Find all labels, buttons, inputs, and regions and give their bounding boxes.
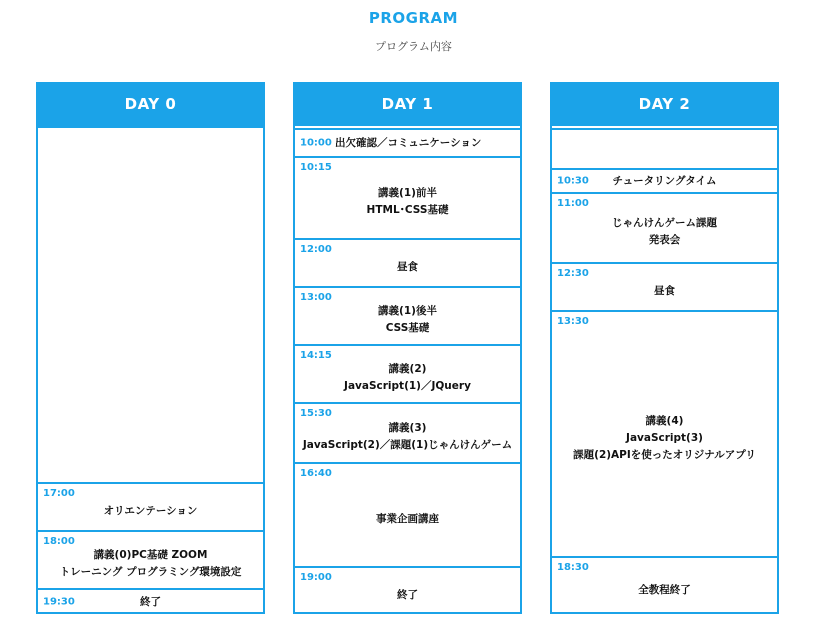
schedule-slot	[552, 556, 777, 614]
day-column-0	[36, 82, 265, 614]
schedule-slot	[295, 566, 520, 614]
slot-activity-line: チュータリングタイム	[612, 174, 717, 187]
slot-time: 10:00	[300, 137, 332, 149]
schedule-slot	[552, 128, 777, 168]
slot-activity	[393, 587, 422, 604]
schedule-slot	[552, 168, 777, 192]
slot-activity-line: 昼食	[654, 284, 675, 297]
schedule-slot	[295, 286, 520, 344]
day-column-1	[293, 82, 522, 614]
slot-activity-line: JavaScript(2)／課題(1)じゃんけんゲーム	[302, 439, 513, 451]
slot-time: 10:15	[300, 162, 332, 173]
slot-time: 11:00	[557, 198, 589, 209]
day-header: DAY 0	[36, 82, 265, 126]
page-title: PROGRAM	[368, 9, 459, 27]
slot-time: 16:40	[300, 468, 332, 479]
schedule-slot	[295, 462, 520, 566]
schedule-slot	[38, 588, 263, 614]
slot-activity	[608, 215, 721, 249]
schedule-slot	[38, 530, 263, 588]
slot-activity-line: 講義(4)	[645, 414, 684, 427]
slot-activity-line: 全教程終了	[638, 583, 691, 596]
slot-time: 15:30	[300, 408, 332, 419]
slot-activity-line: 講義(3)	[388, 422, 427, 434]
slot-activity	[136, 594, 165, 611]
slot-time: 18:30	[557, 562, 589, 573]
schedule-slot	[295, 128, 520, 156]
slot-time: 13:30	[557, 316, 589, 327]
schedule-slot	[38, 126, 263, 482]
slot-activity-line: JavaScript(3)	[626, 431, 703, 444]
slot-activity-line: 事業企画講座	[376, 512, 439, 525]
schedule-slot	[295, 344, 520, 402]
slot-activity-line: 出欠確認／コミュニケーション	[335, 136, 482, 149]
day-header: DAY 2	[550, 82, 779, 126]
slot-time: 12:00	[300, 244, 332, 255]
slot-activity-line: 終了	[140, 595, 161, 608]
slot-activity-line: じゃんけんゲーム課題	[612, 217, 717, 229]
slot-activity-line: オリエンテーション	[103, 504, 198, 517]
slot-time: 19:00	[300, 572, 332, 583]
schedule-slot	[552, 310, 777, 556]
slot-activity-line: 課題(2)APIを使ったオリジナルアプリ	[573, 448, 756, 461]
schedule-slot	[552, 262, 777, 310]
slot-time: 12:30	[557, 268, 589, 279]
schedule-slot	[295, 238, 520, 286]
slot-activity-line: 講義(0)PC基礎 ZOOM	[93, 549, 208, 561]
slot-activity	[650, 283, 679, 300]
slot-activity	[299, 420, 516, 454]
page-subtitle: プログラム内容	[375, 40, 452, 53]
slot-activity-line: 昼食	[397, 260, 418, 273]
slot-activity-line: HTML･CSS基礎	[366, 204, 449, 216]
slot-activity-line: 講義(2)	[388, 363, 427, 375]
slot-time: 13:00	[300, 292, 332, 303]
slot-activity	[393, 259, 422, 276]
schedule-slot	[552, 192, 777, 262]
slot-time: 18:00	[43, 536, 75, 547]
slot-activity-line: 講義(1)後半	[378, 305, 437, 317]
slot-time: 19:30	[43, 596, 75, 608]
slot-activity	[608, 173, 720, 190]
schedule-slot	[295, 156, 520, 238]
slot-activity	[374, 303, 441, 337]
slot-activity-line: トレーニング プログラミング環境設定	[59, 566, 242, 578]
slot-activity	[634, 582, 695, 599]
slot-activity	[372, 511, 443, 528]
slot-activity	[363, 185, 453, 219]
day-column-2	[550, 82, 779, 614]
slot-activity-line: CSS基礎	[385, 322, 430, 334]
slot-activity-line: 終了	[397, 588, 418, 601]
slot-activity-line: JavaScript(1)／JQuery	[344, 380, 471, 392]
slot-activity	[56, 547, 246, 581]
slot-time: 17:00	[43, 488, 75, 499]
schedule-slot	[295, 402, 520, 462]
day-header: DAY 1	[293, 82, 522, 126]
slot-activity-line: 発表会	[648, 234, 681, 246]
slot-activity-line: 講義(1)前半	[378, 187, 437, 199]
slot-activity	[340, 361, 475, 395]
slot-time: 10:30	[557, 175, 589, 187]
slot-activity	[100, 503, 202, 520]
slot-activity	[569, 413, 760, 464]
schedule-slot	[38, 482, 263, 530]
slot-time: 14:15	[300, 350, 332, 361]
